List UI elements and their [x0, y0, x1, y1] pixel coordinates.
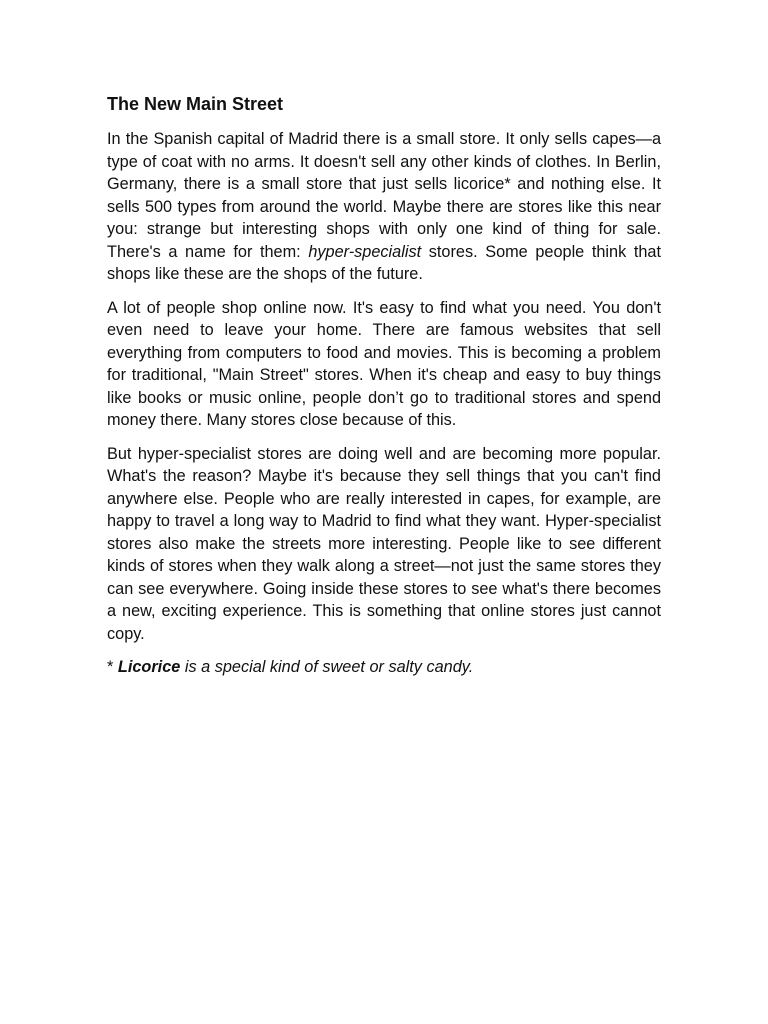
paragraph-1-text: In the Spanish capital of Madrid there is a small store. It only sells capes—a type of coat with no arms. It doesn't sell any other kinds of clothes. In Berlin, Germany, there is a small store that just sells licorice* and nothing else. It sells 500 types from around the world. Maybe there are stores like this near you: strange but interesting shops with only one kind of thing for sale. There's a name for them:	[107, 130, 661, 261]
document-page	[107, 92, 661, 679]
paragraph-1	[107, 128, 661, 286]
footnote-term: Licorice	[117, 658, 181, 676]
footnote-marker: *	[107, 658, 118, 676]
document-title: The New Main Street	[107, 94, 284, 114]
footnote-definition: is a special kind of sweet or salty candy.	[180, 658, 474, 676]
hyper-specialist-term: hyper-specialist	[308, 242, 422, 261]
footnote	[107, 656, 661, 679]
paragraph-1-text-end: stores. Some people think that shops like these are the shops of the future.	[107, 242, 661, 283]
paragraph-2: A lot of people shop online now. It's easy to find what you need. You don't even need to leave your home. There are famous websites that sell everything from computers to food and movies. This is becoming a problem for traditional, "Main Street" stores. When it's cheap and easy to buy things like books or music online, people don’t go to traditional stores and spend money there. Many stores close because of this.	[107, 298, 661, 429]
paragraph-3: But hyper-specialist stores are doing well and are becoming more popular. What's the reason? Maybe it's because they sell things that you can't find anywhere else. People who are really interested in capes, for example, are happy to travel a long way to Madrid to find what they want. Hyper-specialist stores also make the streets more interesting. People like to see different kinds of stores when they walk along a street—not just the same stores they can see everywhere. Going inside these stores to see what's there becomes a new, exciting experience. This is something that online stores just cannot copy.	[107, 444, 661, 643]
